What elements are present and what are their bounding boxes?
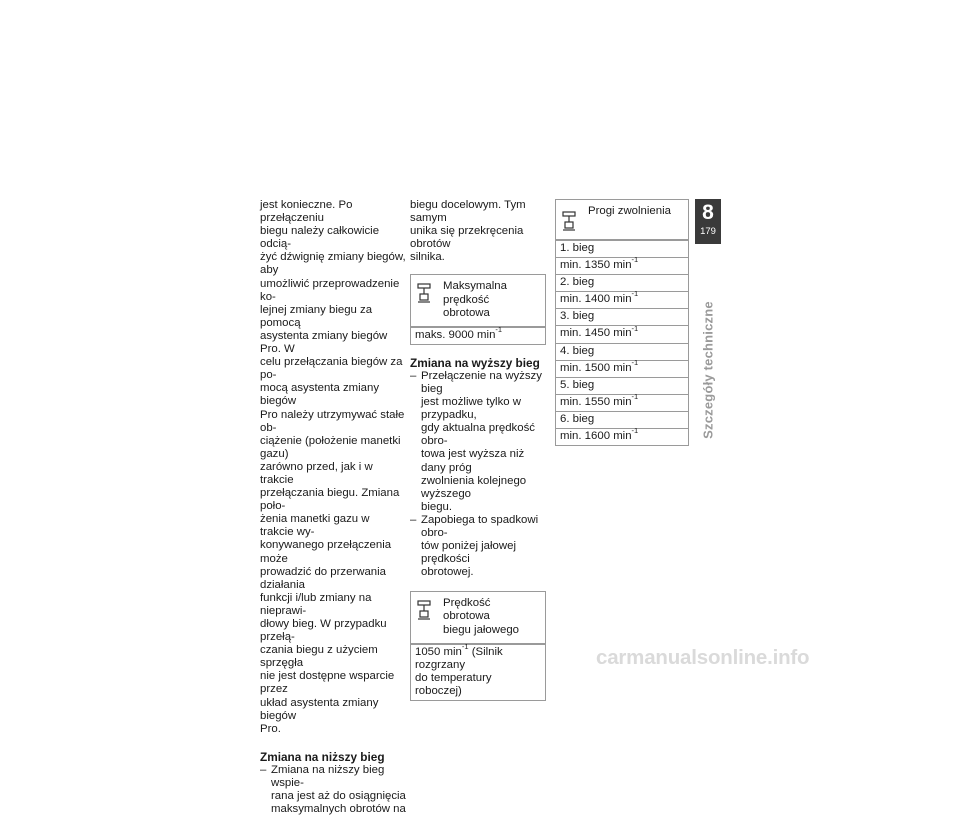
- superscript: -1: [631, 323, 639, 333]
- line: zwolnienia kolejnego wyższego: [421, 474, 527, 500]
- value-text: min. 1350 min: [560, 259, 632, 272]
- spec-header: [411, 592, 545, 643]
- section-heading-downshift: Zmiana na niższy bieg: [260, 749, 385, 764]
- line: biegu jałowego: [443, 623, 519, 636]
- value-text: do temperatury roboczej): [415, 671, 492, 697]
- line: ciążenie (położenie manetki gazu): [260, 434, 401, 460]
- engine-spec-icon: [562, 211, 582, 231]
- line: prowadzić do przerwania działania: [260, 565, 386, 591]
- line: maksymalnych obrotów na: [271, 803, 406, 816]
- value-text: maks. 9000 min: [415, 328, 496, 341]
- upshift-list: [410, 370, 546, 580]
- line: żyć dźwignię zmiany biegów, aby: [260, 251, 406, 277]
- spec-header: [411, 275, 545, 326]
- line: Pro należy utrzymywać stałe ob-: [260, 408, 405, 434]
- text-column-1: [260, 199, 406, 816]
- line: nie jest dostępne wsparcie przez: [260, 670, 395, 696]
- superscript: -1: [631, 392, 639, 402]
- engine-spec-icon: [417, 283, 437, 319]
- line: biegu docelowym. Tym samym: [410, 199, 526, 225]
- line: mocą asystenta zmiany biegów: [260, 382, 380, 408]
- page-number: 179: [700, 226, 716, 237]
- line: jest konieczne. Po przełączeniu: [260, 199, 353, 225]
- line: Przełączenie na wyższy bieg: [421, 369, 542, 395]
- line: asystenta zmiany biegów Pro. W: [260, 329, 388, 356]
- line: obrotowa: [443, 306, 490, 319]
- value-text: min. 1400 min: [560, 293, 632, 306]
- spec-value: [411, 324, 545, 344]
- spec-title: [437, 597, 539, 636]
- line: tów poniżej jałowej prędkości: [421, 540, 516, 566]
- line: rana jest aż do osiągnięcia: [271, 790, 406, 803]
- gear-value: [556, 257, 688, 274]
- text-column-2: [410, 199, 546, 701]
- value-text: min. 1600 min: [560, 430, 632, 443]
- superscript: -1: [631, 357, 639, 367]
- spec-title: [437, 280, 539, 319]
- gear-value: [556, 394, 688, 411]
- gear-label: 2. bieg: [556, 274, 688, 291]
- gear-label: 5. bieg: [556, 377, 688, 394]
- value-text: min. 1450 min: [560, 327, 632, 340]
- line: dłowy bieg. W przypadku przełą-: [260, 618, 387, 644]
- value-text: 1050 min: [415, 645, 462, 658]
- list-item: [260, 764, 406, 816]
- line: biegu należy całkowicie odcią-: [260, 225, 380, 251]
- line: celu przełączania biegów za po-: [260, 356, 403, 382]
- line: umożliwić przeprowadzenie ko-: [260, 277, 400, 303]
- line: przełączania biegu. Zmiana poło-: [260, 487, 400, 513]
- gear-label: 6. bieg: [556, 411, 688, 428]
- gear-label: 3. bieg: [556, 308, 688, 325]
- list-item: [410, 370, 546, 514]
- line: konywanego przełączenia może: [260, 539, 392, 565]
- spec-box-max-rpm: [410, 274, 546, 344]
- spec-box-idle-rpm: [410, 591, 546, 701]
- superscript: -1: [631, 289, 639, 299]
- gear-label: 1. bieg: [556, 240, 688, 257]
- superscript: -1: [495, 324, 503, 334]
- line: towa jest wyższa niż dany próg: [421, 448, 525, 474]
- chapter-side-title: Szczegóły techniczne: [700, 301, 716, 439]
- superscript: -1: [461, 641, 469, 651]
- value-text: min. 1550 min: [560, 395, 632, 408]
- intro-paragraph: [260, 199, 406, 736]
- superscript: -1: [631, 426, 639, 436]
- value-text: min. 1500 min: [560, 361, 632, 374]
- line: żenia manetki gazu w trakcie wy-: [260, 513, 370, 539]
- spec-title: Progi zwolnienia: [588, 205, 671, 217]
- gear-label: 4. bieg: [556, 343, 688, 360]
- line: czania biegu z użyciem sprzęgła: [260, 644, 378, 670]
- gear-value: [556, 291, 688, 308]
- line: lejnej zmiany biegu za pomocą: [260, 303, 373, 329]
- chapter-tab: [695, 199, 721, 244]
- watermark-text: carmanualsonline.info: [596, 646, 810, 669]
- continued-paragraph: [410, 199, 546, 264]
- list-item: [410, 514, 546, 579]
- superscript: -1: [631, 255, 639, 265]
- section-heading-upshift: Zmiana na wyższy bieg: [410, 355, 540, 370]
- line: Zapobiega to spadkowi obro-: [421, 513, 539, 539]
- spec-header: [556, 200, 688, 240]
- line: silnika.: [410, 251, 445, 264]
- gear-value: [556, 325, 688, 342]
- text-column-3: [555, 199, 689, 446]
- line: Pro.: [260, 722, 281, 735]
- spec-box-release-thresholds: [555, 199, 689, 446]
- line: funkcji i/lub zmiany na nieprawi-: [260, 591, 372, 617]
- line: Maksymalna prędkość: [443, 280, 507, 306]
- spec-value: [411, 641, 545, 700]
- line: układ asystenta zmiany biegów: [260, 696, 379, 722]
- line: obrotowej.: [421, 566, 474, 579]
- engine-spec-icon: [417, 600, 437, 636]
- line: unika się przekręcenia obrotów: [410, 225, 524, 251]
- gear-value: [556, 357, 688, 377]
- downshift-list: [260, 764, 406, 816]
- line: zarówno przed, jak i w trakcie: [260, 460, 373, 486]
- value-text: (Silnik rozgrzany: [415, 645, 503, 671]
- line: biegu.: [421, 500, 453, 513]
- chapter-number: 8: [702, 201, 714, 224]
- line: Prędkość obrotowa: [443, 597, 491, 623]
- line: Zmiana na niższy bieg wspie-: [271, 763, 385, 789]
- line: gdy aktualna prędkość obro-: [421, 422, 535, 448]
- gear-value: [556, 428, 688, 445]
- line: jest możliwe tylko w przypadku,: [421, 396, 522, 422]
